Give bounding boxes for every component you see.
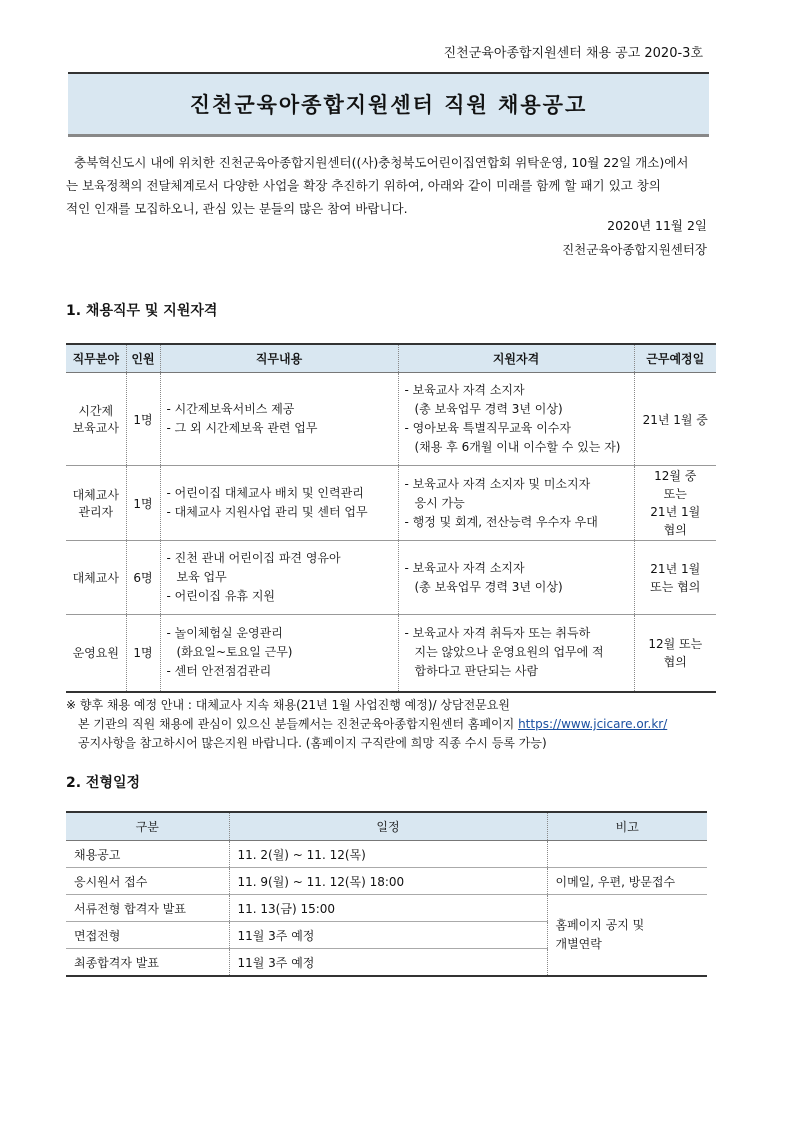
table-row xyxy=(66,895,707,922)
qualifications-cell: - 보육교사 자격 소지자 (총 보육업무 경력 3년 이상) xyxy=(398,541,634,615)
column-header: 비고 xyxy=(547,812,707,841)
column-header: 일정 xyxy=(229,812,547,841)
schedule-cell: 11. 9(월) ~ 11. 12(목) 18:00 xyxy=(229,868,547,895)
stage-cell: 최종합격자 발표 xyxy=(66,949,229,977)
field-cell: 대체교사 xyxy=(66,541,126,615)
count-cell: 1명 xyxy=(126,373,160,466)
qualifications-cell: - 보육교사 자격 소지자 (총 보육업무 경력 3년 이상) - 영아보육 특별직무교육 이수자 (채용 후 6개월 이내 이수할 수 있는 자) xyxy=(398,373,634,466)
intro-line: 충북혁신도시 내에 위치한 진천군육아종합지원센터((사)충청북도어린이집연합회 위탁운영, 10월 22일 개소)에서 xyxy=(74,155,689,170)
count-cell: 1명 xyxy=(126,615,160,692)
table-header-row xyxy=(66,344,716,373)
field-cell: 시간제 보육교사 xyxy=(66,373,126,466)
stage-cell: 채용공고 xyxy=(66,841,229,868)
table-row xyxy=(66,868,707,895)
schedule-cell: 11. 13(금) 15:00 xyxy=(229,895,547,922)
remark-cell: 홈페이지 공지 및 개별연락 xyxy=(547,895,707,977)
notice-date: 2020년 11월 2일 xyxy=(607,218,707,233)
column-header: 근무예정일 xyxy=(634,344,716,373)
column-header: 지원자격 xyxy=(398,344,634,373)
recruitment-note xyxy=(66,696,726,753)
homepage-link[interactable]: https://www.jcicare.or.kr/ xyxy=(518,717,668,731)
section-heading-schedule: 2. 전형일정 xyxy=(66,775,141,791)
schedule-cell: 11. 2(월) ~ 11. 12(목) xyxy=(229,841,547,868)
stage-cell: 서류전형 합격자 발표 xyxy=(66,895,229,922)
duties-cell: - 어린이집 대체교사 배치 및 인력관리 - 대체교사 지원사업 관리 및 센터 업무 xyxy=(160,466,398,541)
remark-cell xyxy=(547,841,707,868)
table-row xyxy=(66,615,716,692)
section-heading-positions: 1. 채용직무 및 지원자격 xyxy=(66,303,218,319)
intro-line: 는 보육정책의 전달체계로서 다양한 사업을 확장 추진하기 위하여, 아래와 같이 미래를 함께 할 패기 있고 창의 xyxy=(66,178,661,193)
table-row xyxy=(66,373,716,466)
count-cell: 1명 xyxy=(126,466,160,541)
duties-cell: - 시간제보육서비스 제공 - 그 외 시간제보육 관련 업무 xyxy=(160,373,398,466)
column-header: 인원 xyxy=(126,344,160,373)
intro-paragraph xyxy=(66,151,709,220)
remark-cell: 이메일, 우편, 방문접수 xyxy=(547,868,707,895)
note-line: ※ 향후 채용 예정 안내 : 대체교사 지속 채용(21년 1월 사업진행 예정)/ 상담전문요원 xyxy=(66,698,510,712)
column-header: 직무내용 xyxy=(160,344,398,373)
qualifications-cell: - 보육교사 자격 소지자 및 미소지자 응시 가능 - 행정 및 회계, 전산능력 우수자 우대 xyxy=(398,466,634,541)
duties-cell: - 진천 관내 어린이집 파견 영유아 보육 업무 - 어린이집 유휴 지원 xyxy=(160,541,398,615)
note-line: 본 기관의 직원 채용에 관심이 있으신 분들께서는 진천군육아종합지원센터 홈페이지 https://www.jcicare.or.kr/ xyxy=(78,717,668,731)
start-date-cell: 21년 1월 또는 협의 xyxy=(634,541,716,615)
schedule-table xyxy=(66,811,707,977)
signer: 진천군육아종합지원센터장 xyxy=(562,242,707,257)
page-title: 진천군육아종합지원센터 직원 채용공고 xyxy=(189,93,588,117)
table-header-row xyxy=(66,812,707,841)
note-line: 공지사항을 참고하시어 많은지원 바랍니다. (홈페이지 구직란에 희망 직종 수시 등록 가능) xyxy=(78,736,547,750)
start-date-cell: 21년 1월 중 xyxy=(634,373,716,466)
qualifications-cell: - 보육교사 자격 취득자 또는 취득하 지는 않았으나 운영요원의 업무에 적 합하다고 판단되는 사람 xyxy=(398,615,634,692)
positions-table xyxy=(66,343,716,693)
schedule-cell: 11월 3주 예정 xyxy=(229,922,547,949)
field-cell: 운영요원 xyxy=(66,615,126,692)
field-cell: 대체교사 관리자 xyxy=(66,466,126,541)
stage-cell: 면접전형 xyxy=(66,922,229,949)
column-header: 직무분야 xyxy=(66,344,126,373)
title-banner xyxy=(68,72,709,137)
stage-cell: 응시원서 접수 xyxy=(66,868,229,895)
duties-cell: - 놀이체험실 운영관리 (화요일~토요일 근무) - 센터 안전점검관리 xyxy=(160,615,398,692)
table-row xyxy=(66,841,707,868)
intro-line: 적인 인재를 모집하오니, 관심 있는 분들의 많은 참여 바랍니다. xyxy=(66,201,408,216)
start-date-cell: 12월 또는 협의 xyxy=(634,615,716,692)
document-number: 진천군육아종합지원센터 채용 공고 2020-3호 xyxy=(443,46,703,61)
table-row xyxy=(66,466,716,541)
count-cell: 6명 xyxy=(126,541,160,615)
column-header: 구분 xyxy=(66,812,229,841)
start-date-cell: 12월 중 또는 21년 1월 협의 xyxy=(634,466,716,541)
table-row xyxy=(66,541,716,615)
schedule-cell: 11월 3주 예정 xyxy=(229,949,547,977)
